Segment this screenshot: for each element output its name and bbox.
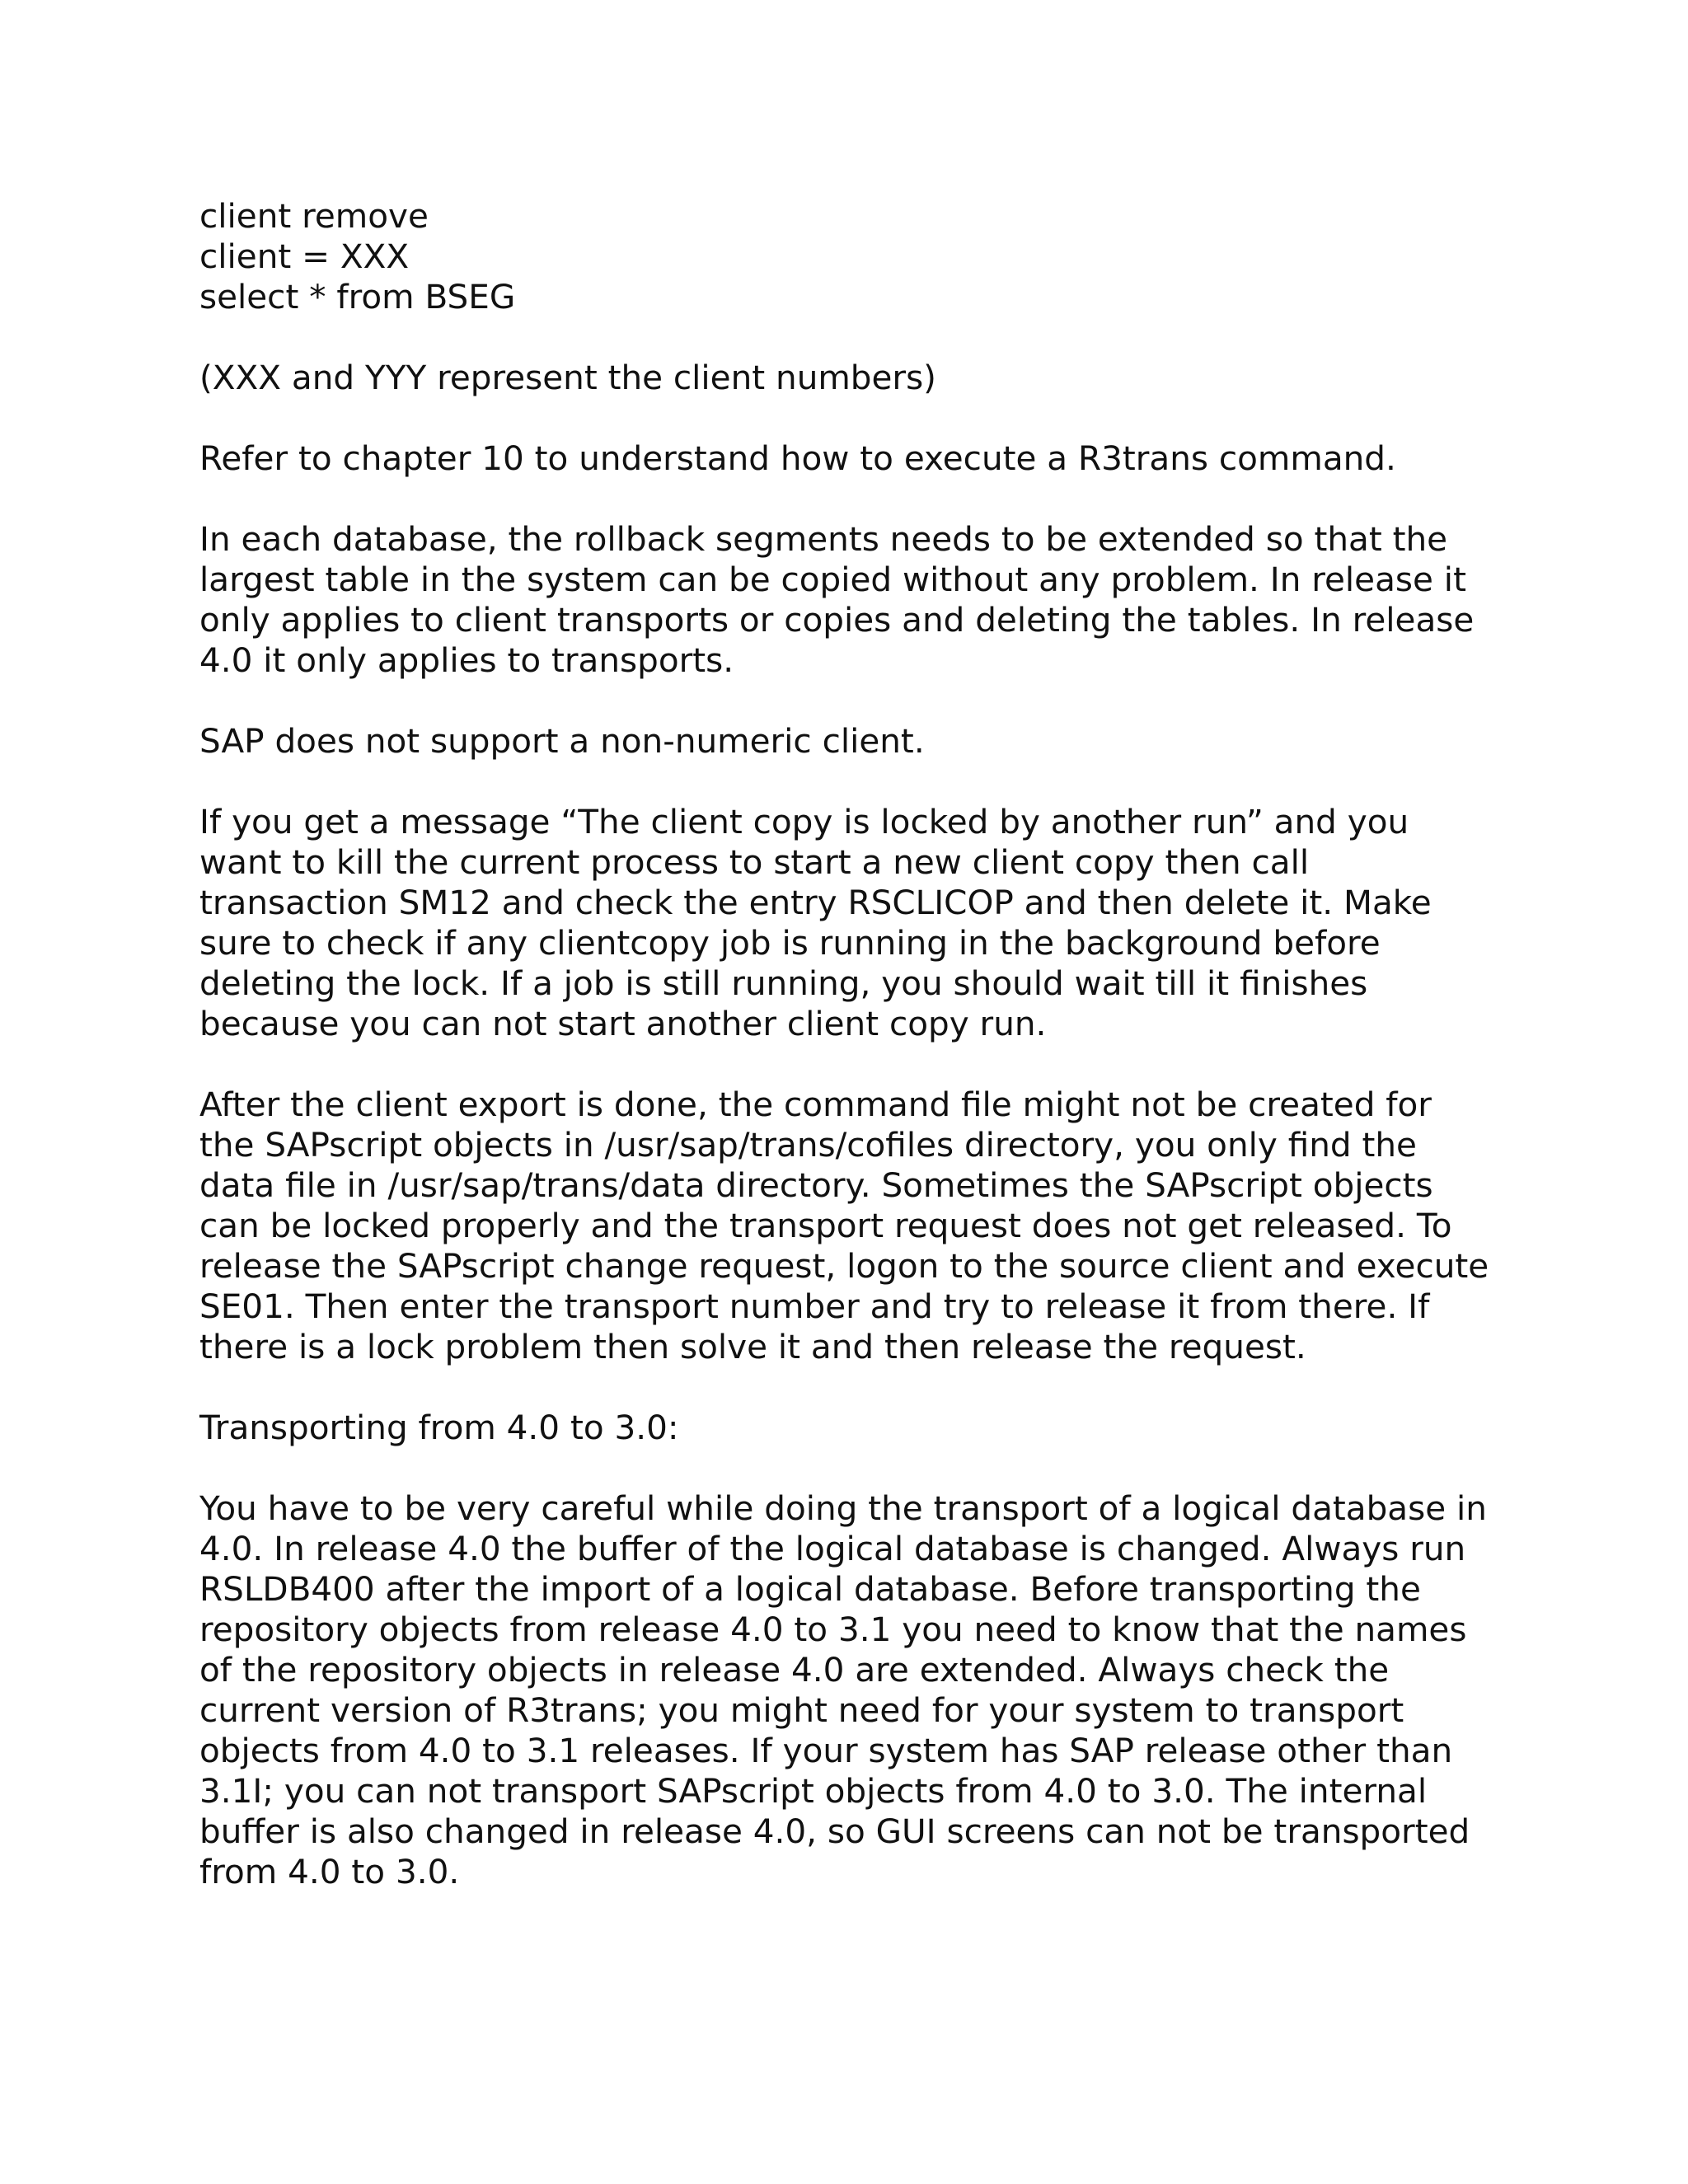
text-line: If you get a message “The client copy is locked by another run” and you — [199, 802, 1409, 841]
text-line: repository objects from release 4.0 to 3.1 you need to know that the names — [199, 1610, 1467, 1649]
text-line: of the repository objects in release 4.0 are extended. Always check the — [199, 1650, 1390, 1690]
text-line: because you can not start another client copy run. — [199, 1004, 1047, 1043]
text-line: 3.1I; you can not transport SAPscript objects from 4.0 to 3.0. The internal — [199, 1771, 1428, 1811]
paragraph-client-copy-lock — [199, 802, 1502, 1044]
code-block — [199, 196, 1502, 317]
text-line: there is a lock problem then solve it and then release the request. — [199, 1327, 1306, 1366]
paragraph-client-export — [199, 1085, 1502, 1367]
text-line: current version of R3trans; you might need for your system to transport — [199, 1690, 1404, 1730]
document-body — [199, 196, 1502, 1933]
text-line: only applies to client transports or copies and deleting the tables. In release — [199, 600, 1475, 640]
text-line: objects from 4.0 to 3.1 releases. If your system has SAP release other than — [199, 1731, 1453, 1770]
text-line: release the SAPscript change request, logon to the source client and execute — [199, 1246, 1489, 1286]
text-line: transaction SM12 and check the entry RSCLICOP and then delete it. Make — [199, 883, 1432, 922]
text-line: the SAPscript objects in /usr/sap/trans/cofiles directory, you only find the — [199, 1125, 1417, 1165]
text-line: You have to be very careful while doing the transport of a logical database in — [199, 1488, 1487, 1528]
text-line: from 4.0 to 3.0. — [199, 1852, 460, 1891]
text-line: SAP does not support a non-numeric client. — [199, 721, 925, 761]
text-line: (XXX and YYY represent the client numbers) — [199, 358, 936, 397]
text-line: largest table in the system can be copied without any problem. In release it — [199, 560, 1466, 599]
paragraph-logical-database-transport — [199, 1488, 1502, 1892]
paragraph-r3trans-reference — [199, 438, 1502, 479]
text-line: Refer to chapter 10 to understand how to execute a R3trans command. — [199, 438, 1396, 478]
paragraph-non-numeric-client — [199, 721, 1502, 762]
section-heading-transporting — [199, 1408, 1502, 1448]
text-line: 4.0 it only applies to transports. — [199, 640, 734, 680]
text-line: data file in /usr/sap/trans/data directory. Sometimes the SAPscript objects — [199, 1165, 1433, 1205]
text-line: After the client export is done, the command file might not be created for — [199, 1085, 1432, 1124]
text-line: sure to check if any clientcopy job is running in the background before — [199, 923, 1381, 963]
paragraph-rollback-segments — [199, 519, 1502, 681]
text-line: buffer is also changed in release 4.0, so GUI screens can not be transported — [199, 1811, 1470, 1851]
paragraph-client-note — [199, 358, 1502, 398]
text-line: In each database, the rollback segments needs to be extended so that the — [199, 519, 1448, 559]
text-line: deleting the lock. If a job is still running, you should wait till it finishes — [199, 963, 1368, 1003]
text-line: RSLDB400 after the import of a logical database. Before transporting the — [199, 1569, 1421, 1609]
text-line: SE01. Then enter the transport number and try to release it from there. If — [199, 1286, 1430, 1326]
text-line: Transporting from 4.0 to 3.0: — [199, 1408, 679, 1447]
text-line: can be locked properly and the transport request does not get released. To — [199, 1206, 1452, 1245]
code-line: select * from BSEG — [199, 277, 516, 316]
code-line: client = XXX — [199, 237, 410, 276]
text-line: 4.0. In release 4.0 the buffer of the logical database is changed. Always run — [199, 1529, 1466, 1568]
code-line: client remove — [199, 196, 429, 236]
text-line: want to kill the current process to start a new client copy then call — [199, 842, 1310, 882]
